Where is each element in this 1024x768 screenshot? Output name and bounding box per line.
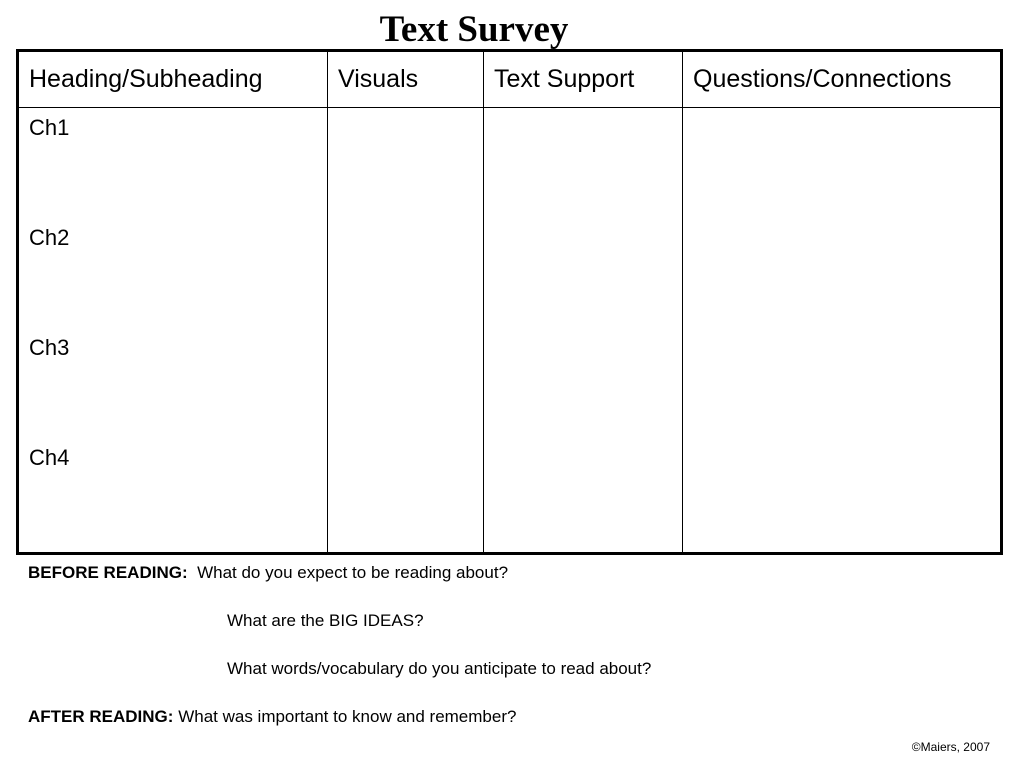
chapter-label: Ch3 xyxy=(29,335,70,360)
visuals-cell[interactable] xyxy=(328,108,484,554)
column-header-questions-connections: Questions/Connections xyxy=(683,51,1002,108)
column-header-text-support: Text Support xyxy=(484,51,683,108)
table-header-row xyxy=(18,51,1002,108)
questions-connections-cell[interactable] xyxy=(683,108,1002,554)
heading-subheading-cell[interactable] xyxy=(18,108,328,554)
copyright-footer: ©Maiers, 2007 xyxy=(911,740,990,754)
chapter-label: Ch2 xyxy=(29,225,70,250)
column-header-heading-subheading: Heading/Subheading xyxy=(18,51,328,108)
chapter-label: Ch4 xyxy=(29,445,70,470)
table-body-row xyxy=(18,108,1002,554)
before-reading-label: BEFORE READING: xyxy=(28,563,188,582)
text-survey-table xyxy=(16,49,1003,555)
after-reading-label: AFTER READING: xyxy=(28,707,174,726)
column-header-visuals: Visuals xyxy=(328,51,484,108)
before-reading-line xyxy=(28,563,508,583)
chapter-label: Ch1 xyxy=(29,115,70,140)
text-support-cell[interactable] xyxy=(484,108,683,554)
page-title: Text Survey xyxy=(379,9,569,50)
after-reading-question: What was important to know and remember? xyxy=(178,707,517,726)
before-reading-question: What are the BIG IDEAS? xyxy=(227,611,424,630)
before-reading-question: What do you expect to be reading about? xyxy=(197,563,509,582)
before-reading-question: What words/vocabulary do you anticipate to read about? xyxy=(227,659,652,678)
after-reading-line xyxy=(28,707,516,727)
